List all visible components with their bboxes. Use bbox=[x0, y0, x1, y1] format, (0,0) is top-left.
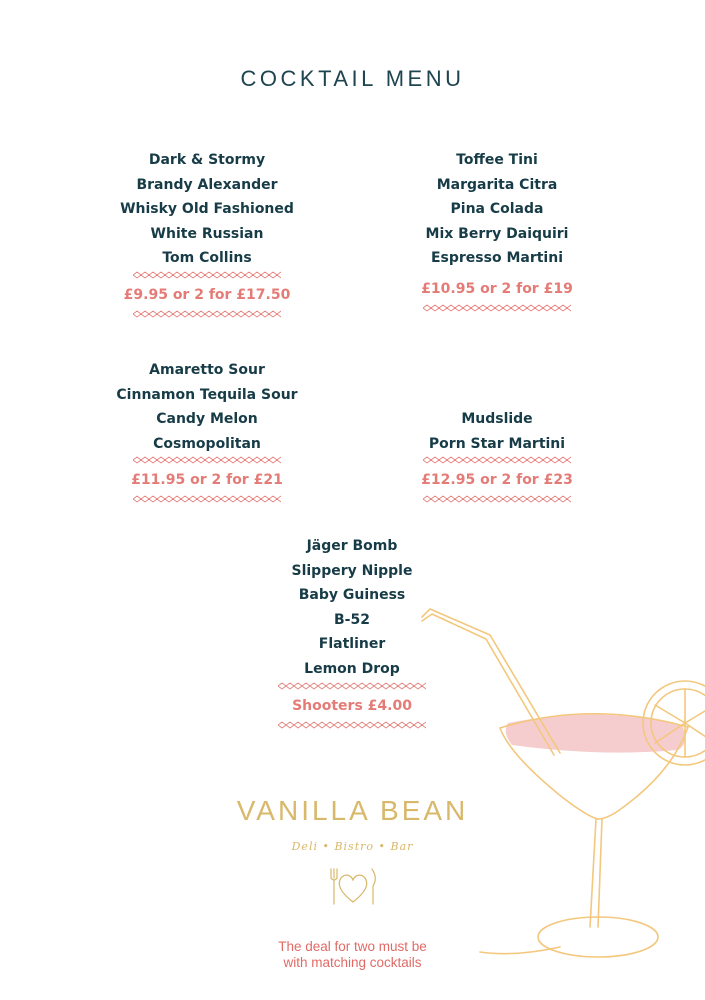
menu-item: Jäger Bomb bbox=[306, 538, 398, 554]
menu-item: Espresso Martini bbox=[430, 250, 563, 267]
price-label: £9.95 or 2 for £17.50 bbox=[123, 286, 291, 303]
brand-name: VANILLA BEAN bbox=[236, 795, 469, 826]
zigzag-line bbox=[133, 275, 281, 278]
zigzag-line bbox=[278, 686, 426, 689]
zigzag-line bbox=[423, 499, 571, 502]
brand-tagline: Deli • Bistro • Bar bbox=[291, 840, 414, 853]
menu-item: Whisky Old Fashioned bbox=[120, 201, 294, 218]
menu-item: Amaretto Sour bbox=[149, 362, 265, 378]
zigzag-line bbox=[423, 308, 571, 311]
menu-item: Dark & Stormy bbox=[148, 152, 266, 168]
zigzag-line bbox=[133, 460, 281, 463]
menu-item: B-52 bbox=[334, 611, 370, 628]
deal-note-line: with matching cocktails bbox=[283, 955, 422, 970]
menu-item: Cosmopolitan bbox=[153, 435, 261, 452]
menu-item: Brandy Alexander bbox=[136, 176, 278, 193]
price-label: £12.95 or 2 for £23 bbox=[421, 472, 573, 489]
price-label: £10.95 or 2 for £19 bbox=[421, 280, 573, 297]
menu-item: Toffee Tini bbox=[456, 152, 538, 168]
menu-group-3 bbox=[107, 358, 307, 503]
deal-note bbox=[0, 939, 705, 971]
menu-item: Baby Guiness bbox=[298, 587, 406, 604]
menu-item: Mudslide bbox=[461, 411, 533, 427]
zigzag-divider-icon bbox=[423, 495, 571, 503]
menu-item: Candy Melon bbox=[156, 411, 258, 428]
menu-group-4 bbox=[406, 407, 588, 503]
zigzag-line bbox=[278, 725, 426, 728]
zigzag-divider-icon bbox=[423, 304, 571, 312]
zigzag-divider-icon bbox=[133, 456, 281, 464]
menu-item: White Russian bbox=[150, 225, 264, 242]
menu-item: Lemon Drop bbox=[304, 660, 400, 677]
zigzag-line bbox=[423, 460, 571, 463]
zigzag-divider-icon bbox=[278, 682, 426, 690]
zigzag-divider-icon bbox=[423, 456, 571, 464]
menu-item: Slippery Nipple bbox=[291, 562, 413, 579]
heart-cutlery-logo-icon bbox=[326, 866, 380, 908]
menu-item: Mix Berry Daiquiri bbox=[425, 225, 569, 242]
menu-group-2 bbox=[406, 148, 588, 312]
price-label: Shooters £4.00 bbox=[292, 697, 412, 714]
zigzag-divider-icon bbox=[133, 310, 281, 318]
menu-item: Margarita Citra bbox=[436, 176, 558, 193]
menu-item: Pina Colada bbox=[450, 201, 544, 218]
zigzag-divider-icon bbox=[278, 721, 426, 729]
zigzag-line bbox=[133, 314, 281, 317]
menu-item: Flatliner bbox=[318, 636, 386, 653]
page-title: COCKTAIL MENU bbox=[240, 66, 465, 91]
zigzag-divider-icon bbox=[133, 271, 281, 279]
menu-group-1 bbox=[116, 148, 298, 318]
price-label: £11.95 or 2 for £21 bbox=[131, 472, 283, 489]
menu-item: Tom Collins bbox=[162, 250, 252, 267]
menu-item: Porn Star Martini bbox=[428, 435, 566, 452]
zigzag-line bbox=[133, 499, 281, 502]
deal-note-line: The deal for two must be bbox=[278, 939, 427, 954]
menu-group-shooters bbox=[262, 534, 442, 729]
zigzag-divider-icon bbox=[133, 495, 281, 503]
menu-item: Cinnamon Tequila Sour bbox=[116, 386, 298, 403]
